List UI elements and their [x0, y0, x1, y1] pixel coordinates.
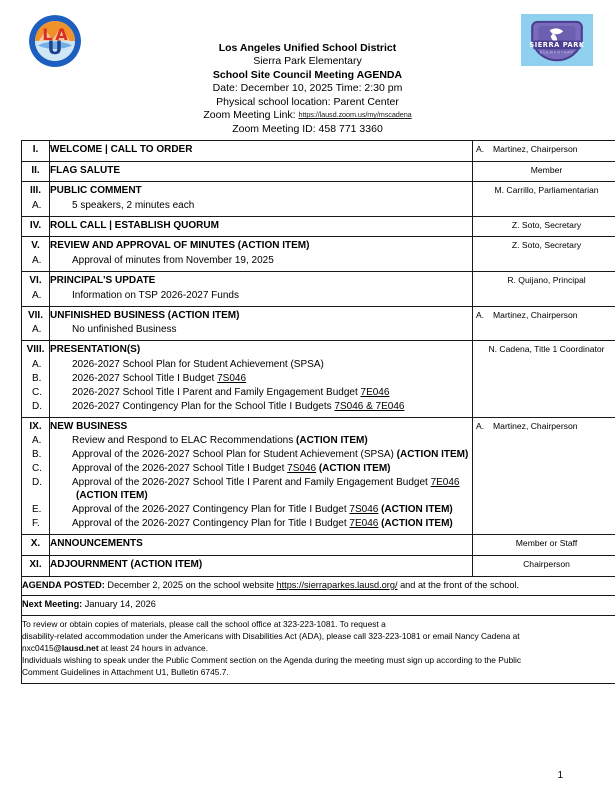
- svg-text:ELEMENTARY: ELEMENTARY: [540, 50, 574, 55]
- agenda-subitem: A. 5 speakers, 2 minutes each: [32, 199, 195, 211]
- agenda-item-title: PRESENTATION(S): [50, 344, 141, 356]
- notes-line-3: nxc0415@lausd.net at least 24 hours in advance.: [22, 643, 209, 654]
- agenda-posted-cell: [22, 576, 615, 596]
- agenda-responsible-party: [473, 306, 615, 341]
- agenda-subitem-letter: A.: [32, 199, 42, 211]
- agenda-item-title: FLAG SALUTE: [50, 164, 120, 176]
- agenda-responsible-party: [473, 417, 615, 535]
- responsible-name: Member or Staff: [515, 538, 578, 549]
- budget-code: 7E046: [360, 386, 390, 398]
- next-meeting-row: [22, 596, 615, 616]
- notes-line-5: Comment Guidelines in Attachment U1, Bulletin 6745.7.: [22, 667, 229, 678]
- agenda-responsible-party: [473, 271, 615, 306]
- document-title: School Site Council Meeting AGENDA: [212, 68, 403, 81]
- agenda-subitem: A. Approval of minutes from November 19, 2025: [32, 254, 274, 266]
- agenda-item-title: REVIEW AND APPROVAL OF MINUTES (ACTION ITEM): [50, 240, 310, 252]
- responsible-name: Martinez, Chairperson: [493, 420, 578, 431]
- agenda-row: [22, 555, 615, 576]
- accessibility-notes-cell: [22, 616, 615, 684]
- svg-text:SIERRA PARK: SIERRA PARK: [529, 41, 585, 50]
- agenda-subitem: D. 2026-2027 Contingency Plan for the School Title I Budgets 7S046 & 7E046: [32, 400, 405, 412]
- zoom-link-row: [0, 109, 615, 122]
- responsible-name: Martinez, Chairperson: [493, 144, 578, 154]
- agenda-subitem: A. No unfinished Business: [32, 324, 177, 336]
- next-meeting-label: Next Meeting:: [22, 599, 83, 610]
- agenda-subitem: E. Approval of the 2026-2027 Contingency Plan for Title I Budget 7S046 (ACTION ITEM): [32, 504, 453, 516]
- agenda-item-number: VI.: [22, 271, 50, 306]
- agenda-item-number: V.: [22, 237, 50, 272]
- agenda-item-content: [32, 237, 473, 272]
- svg-text:L: L: [42, 24, 53, 44]
- agenda-row: [22, 161, 615, 182]
- budget-code: 7S046: [349, 504, 379, 516]
- action-item-tag: (ACTION ITEM): [76, 490, 148, 502]
- agenda-item-title: PUBLIC COMMENT: [50, 185, 142, 197]
- agenda-subitem: A. Information on TSP 2026-2027 Funds: [32, 289, 239, 301]
- meeting-date-time: Date: December 10, 2025 Time: 2:30 pm: [212, 82, 403, 95]
- agenda-row: [22, 535, 615, 556]
- page-number: 1: [557, 770, 563, 781]
- agenda-responsible-party: [473, 141, 615, 162]
- budget-code: 7E046: [349, 518, 379, 530]
- agenda-row: [22, 417, 615, 535]
- agenda-item-number: VII.: [22, 306, 50, 341]
- responsible-name: Chairperson: [523, 558, 570, 569]
- agenda-subitem: A. 2026-2027 School Plan for Student Achievement (SPSA): [32, 358, 324, 370]
- responsible-name: R. Quijano, Principal: [507, 274, 586, 285]
- notes-line-2: disability-related accommodation under the Americans with Disabilities Act (ADA), please call 323-223-1081 or email Nancy Cadena at: [22, 631, 520, 642]
- contact-email-domain: @lausd.net: [53, 643, 99, 654]
- action-item-tag: (ACTION ITEM): [378, 518, 453, 530]
- agenda-item-content: [50, 216, 473, 237]
- agenda-subitem: C. 2026-2027 School Title I Parent and Family Engagement Budget 7E046: [32, 386, 390, 398]
- agenda-subitem-letter: B.: [32, 372, 42, 384]
- agenda-subitem-letter: F.: [32, 518, 40, 530]
- agenda-item-title: ADJOURNMENT (ACTION ITEM): [50, 558, 203, 570]
- agenda-subitem: B. 2026-2027 School Title I Budget 7S046: [32, 372, 247, 384]
- budget-code: 7S046: [287, 463, 317, 475]
- agenda-item-title: PRINCIPAL'S UPDATE: [50, 274, 156, 286]
- meeting-location: Physical school location: Parent Center: [216, 95, 399, 108]
- agenda-subitem-letter: C.: [32, 463, 42, 475]
- agenda-item-content: [50, 161, 473, 182]
- agenda-row: [22, 271, 615, 306]
- agenda-subitem: B. Approval of the 2026-2027 School Plan for Student Achievement (SPSA) (ACTION ITEM): [32, 449, 469, 461]
- agenda-row: [22, 341, 615, 418]
- agenda-item-title: ROLL CALL | ESTABLISH QUORUM: [50, 219, 219, 231]
- responsible-name: N. Cadena, Title 1 Coordinator: [488, 344, 605, 355]
- agenda-posted-text: December 2, 2025 on the school website: [104, 579, 277, 590]
- agenda-posted-row: [22, 576, 615, 596]
- agenda-item-title: ANNOUNCEMENTS: [50, 538, 143, 550]
- zoom-meeting-id: Zoom Meeting ID: 458 771 3360: [232, 122, 383, 135]
- agenda-item-number: II.: [22, 161, 50, 182]
- svg-text:U: U: [47, 37, 63, 59]
- agenda-responsible-party: [473, 341, 615, 418]
- district-name: Los Angeles Unified School District: [218, 42, 397, 54]
- agenda-item-content: [50, 141, 473, 162]
- agenda-item-number: IX.: [22, 417, 50, 535]
- agenda-subitem-letter: A.: [32, 435, 42, 447]
- agenda-row: [22, 306, 615, 341]
- agenda-item-number: VIII.: [22, 341, 50, 418]
- agenda-item-number: IV.: [22, 216, 50, 237]
- agenda-posted-label: AGENDA POSTED:: [22, 579, 105, 590]
- budget-code: 7S046 & 7E046: [334, 400, 405, 412]
- agenda-item-content: [50, 555, 473, 576]
- responsible-name: M. Carrillo, Parliamentarian: [494, 185, 599, 196]
- document-header: [0, 0, 615, 140]
- budget-code: 7E046: [430, 477, 460, 489]
- agenda-subitem: F. Approval of the 2026-2027 Contingency Plan for Title I Budget 7E046 (ACTION ITEM): [32, 518, 453, 530]
- agenda-subitem-letter: E.: [32, 504, 42, 516]
- agenda-subitem-letter: A.: [32, 254, 42, 266]
- responsible-prefix: A.: [476, 144, 485, 154]
- school-name: Sierra Park Elementary: [253, 55, 362, 68]
- responsible-name: Z. Soto, Secretary: [511, 240, 582, 251]
- agenda-item-title: NEW BUSINESS: [50, 420, 128, 432]
- agenda-responsible-party: [473, 555, 615, 576]
- agenda-table: [21, 140, 615, 684]
- agenda-subitem-letter: D.: [32, 477, 42, 489]
- agenda-responsible-party: [473, 535, 615, 556]
- agenda-row: [22, 182, 615, 217]
- responsible-prefix: A.: [476, 309, 485, 320]
- agenda-subitem-letter: A.: [32, 358, 42, 370]
- agenda-item-content: [50, 535, 473, 556]
- action-item-tag: (ACTION ITEM): [378, 504, 453, 516]
- agenda-item-title: WELCOME | CALL TO ORDER: [50, 144, 193, 155]
- agenda-subitem-letter: B.: [32, 449, 42, 461]
- responsible-prefix: A.: [476, 420, 485, 431]
- zoom-link-label: Zoom Meeting Link:: [203, 109, 296, 122]
- agenda-subitem-letter: C.: [32, 386, 42, 398]
- agenda-responsible-party: [473, 161, 615, 182]
- notes-line-4: Individuals wishing to speak under the Public Comment section on the Agenda during the meeting must sign up according to the Public: [22, 655, 522, 666]
- agenda-subitem-letter: A.: [32, 289, 42, 301]
- school-website-link[interactable]: https://sierraparkes.lausd.org/: [276, 579, 398, 590]
- agenda-item-number: III.: [22, 182, 50, 217]
- agenda-responsible-party: [473, 237, 615, 272]
- accessibility-notes-row: [22, 616, 615, 684]
- zoom-meeting-link[interactable]: https://lausd.zoom.us/my/mscadena: [298, 110, 412, 120]
- action-item-tag: (ACTION ITEM): [316, 463, 391, 475]
- agenda-item-number: XI.: [22, 555, 50, 576]
- header-title-block: [0, 42, 615, 136]
- agenda-row: [22, 237, 615, 272]
- agenda-item-number: X.: [22, 535, 50, 556]
- agenda-responsible-party: [473, 216, 615, 237]
- notes-line-1: To review or obtain copies of materials, please call the school office at 323-223-1081. To request a: [22, 619, 386, 630]
- agenda-subitem: C. Approval of the 2026-2027 School Title I Budget 7S046 (ACTION ITEM): [32, 463, 391, 475]
- action-item-tag: (ACTION ITEM): [296, 435, 368, 447]
- agenda-subitem: A. Review and Respond to ELAC Recommendations (ACTION ITEM): [32, 435, 368, 447]
- next-meeting-date: January 14, 2026: [82, 599, 156, 610]
- agenda-item-number: I.: [22, 141, 50, 162]
- action-item-tag: (ACTION ITEM): [396, 449, 469, 461]
- responsible-name: Z. Soto, Secretary: [511, 219, 582, 230]
- agenda-row: [22, 216, 615, 237]
- next-meeting-cell: [22, 596, 615, 616]
- responsible-name: Member: [530, 164, 563, 175]
- budget-code: 7S046: [217, 372, 247, 384]
- svg-text:A: A: [55, 24, 68, 44]
- responsible-name: Martinez, Chairperson: [493, 309, 578, 320]
- agenda-subitem: D. Approval of the 2026-2027 School Title I Parent and Family Engagement Budget 7E046 (ACTION ITEM): [32, 477, 460, 502]
- agenda-row: [22, 141, 615, 162]
- agenda-subitem-letter: A.: [32, 324, 42, 336]
- agenda-posted-text-tail: and at the front of the school.: [397, 579, 520, 590]
- agenda-subitem-letter: D.: [32, 400, 42, 412]
- agenda-item-title: UNFINISHED BUSINESS (ACTION ITEM): [50, 309, 240, 321]
- agenda-responsible-party: [473, 182, 615, 217]
